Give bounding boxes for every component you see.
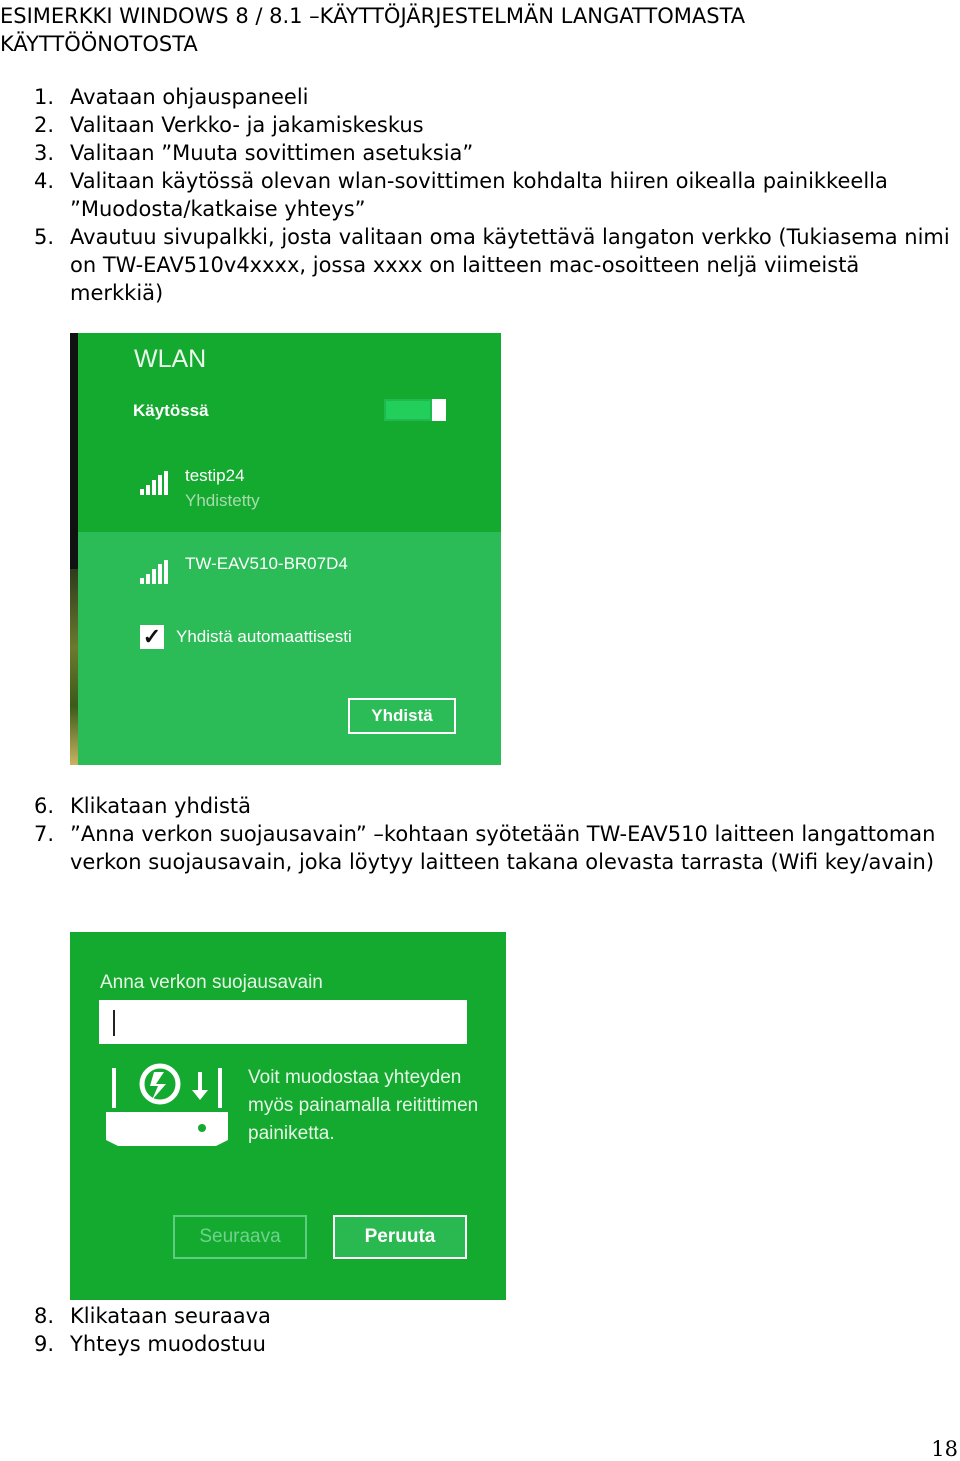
step-item	[34, 820, 954, 876]
step-text: Klikataan seuraava	[70, 1304, 271, 1328]
step-item	[34, 1302, 954, 1330]
step-text: ”Anna verkon suojausavain” –kohtaan syötetään TW-EAV510 laitteen langattoman verkon suojausavain, joka löytyy laitteen takana olevasta tarrasta (Wifi key/avain)	[70, 822, 936, 874]
step-number: 8.	[34, 1304, 55, 1328]
background-wallpaper-edge	[70, 569, 78, 765]
wlan-title: WLAN	[134, 345, 207, 373]
auto-connect-label: Yhdistä automaattisesti	[176, 627, 352, 646]
text-caret	[113, 1010, 115, 1036]
wlan-toggle[interactable]	[384, 399, 446, 421]
document-title: ESIMERKKI WINDOWS 8 / 8.1 –KÄYTTÖJÄRJESTELMÄN LANGATTOMASTA KÄYTTÖÖNOTOSTA	[0, 4, 746, 56]
steps-list-part1	[34, 83, 954, 307]
step-number: 6.	[34, 794, 55, 818]
selected-network-name[interactable]: TW-EAV510-BR07D4	[185, 554, 348, 573]
signal-bars-icon	[140, 560, 172, 584]
step-item	[34, 223, 954, 307]
wps-hint-text: Voit muodostaa yhteyden myös painamalla reitittimen painiketta.	[248, 1067, 479, 1144]
security-key-label: Anna verkon suojausavain	[100, 972, 323, 993]
step-number: 7.	[34, 822, 55, 846]
toggle-track	[384, 399, 432, 421]
step-number: 9.	[34, 1332, 55, 1356]
step-item	[34, 83, 954, 111]
step-text: Klikataan yhdistä	[70, 794, 252, 818]
security-key-panel	[70, 932, 506, 1300]
router-wps-icon	[104, 1060, 230, 1150]
step-number: 5.	[34, 225, 55, 249]
step-item	[34, 167, 954, 223]
next-button[interactable]: Seuraava	[173, 1215, 307, 1259]
step-number: 2.	[34, 113, 55, 137]
step-text: Avautuu sivupalkki, josta valitaan oma käytettävä langaton verkko (Tukiasema nimi on TW-EAV510v4xxxx, jossa xxxx on laitteen mac-osoitteen neljä viimeistä merkkiä)	[70, 225, 950, 305]
wlan-enabled-label: Käytössä	[133, 401, 209, 420]
cancel-button[interactable]: Peruuta	[333, 1215, 467, 1259]
step-item	[34, 1330, 954, 1358]
connected-network-status: Yhdistetty	[185, 491, 260, 510]
connect-button[interactable]: Yhdistä	[348, 698, 456, 734]
step-number: 3.	[34, 141, 55, 165]
step-item	[34, 139, 954, 167]
security-key-input[interactable]	[99, 1000, 467, 1044]
step-text: Valitaan ”Muuta sovittimen asetuksia”	[70, 141, 474, 165]
steps-list-part3	[34, 1302, 954, 1358]
auto-connect-checkbox[interactable]: ✓	[140, 625, 164, 649]
wlan-panel	[70, 333, 501, 765]
page-number: 18	[931, 1437, 958, 1461]
steps-list-part2	[34, 792, 954, 876]
step-text: Avataan ohjauspaneeli	[70, 85, 309, 109]
step-number: 4.	[34, 169, 55, 193]
step-text: Yhteys muodostuu	[70, 1332, 266, 1356]
signal-bars-icon	[140, 471, 172, 495]
step-text: Valitaan käytössä olevan wlan-sovittimen kohdalta hiiren oikealla painikkeella ”Muodosta/katkaise yhteys”	[70, 169, 888, 221]
toggle-knob	[432, 399, 446, 421]
step-item	[34, 111, 954, 139]
step-item	[34, 792, 954, 820]
step-number: 1.	[34, 85, 55, 109]
step-text: Valitaan Verkko- ja jakamiskeskus	[70, 113, 424, 137]
connected-network-name[interactable]: testip24	[185, 466, 245, 485]
